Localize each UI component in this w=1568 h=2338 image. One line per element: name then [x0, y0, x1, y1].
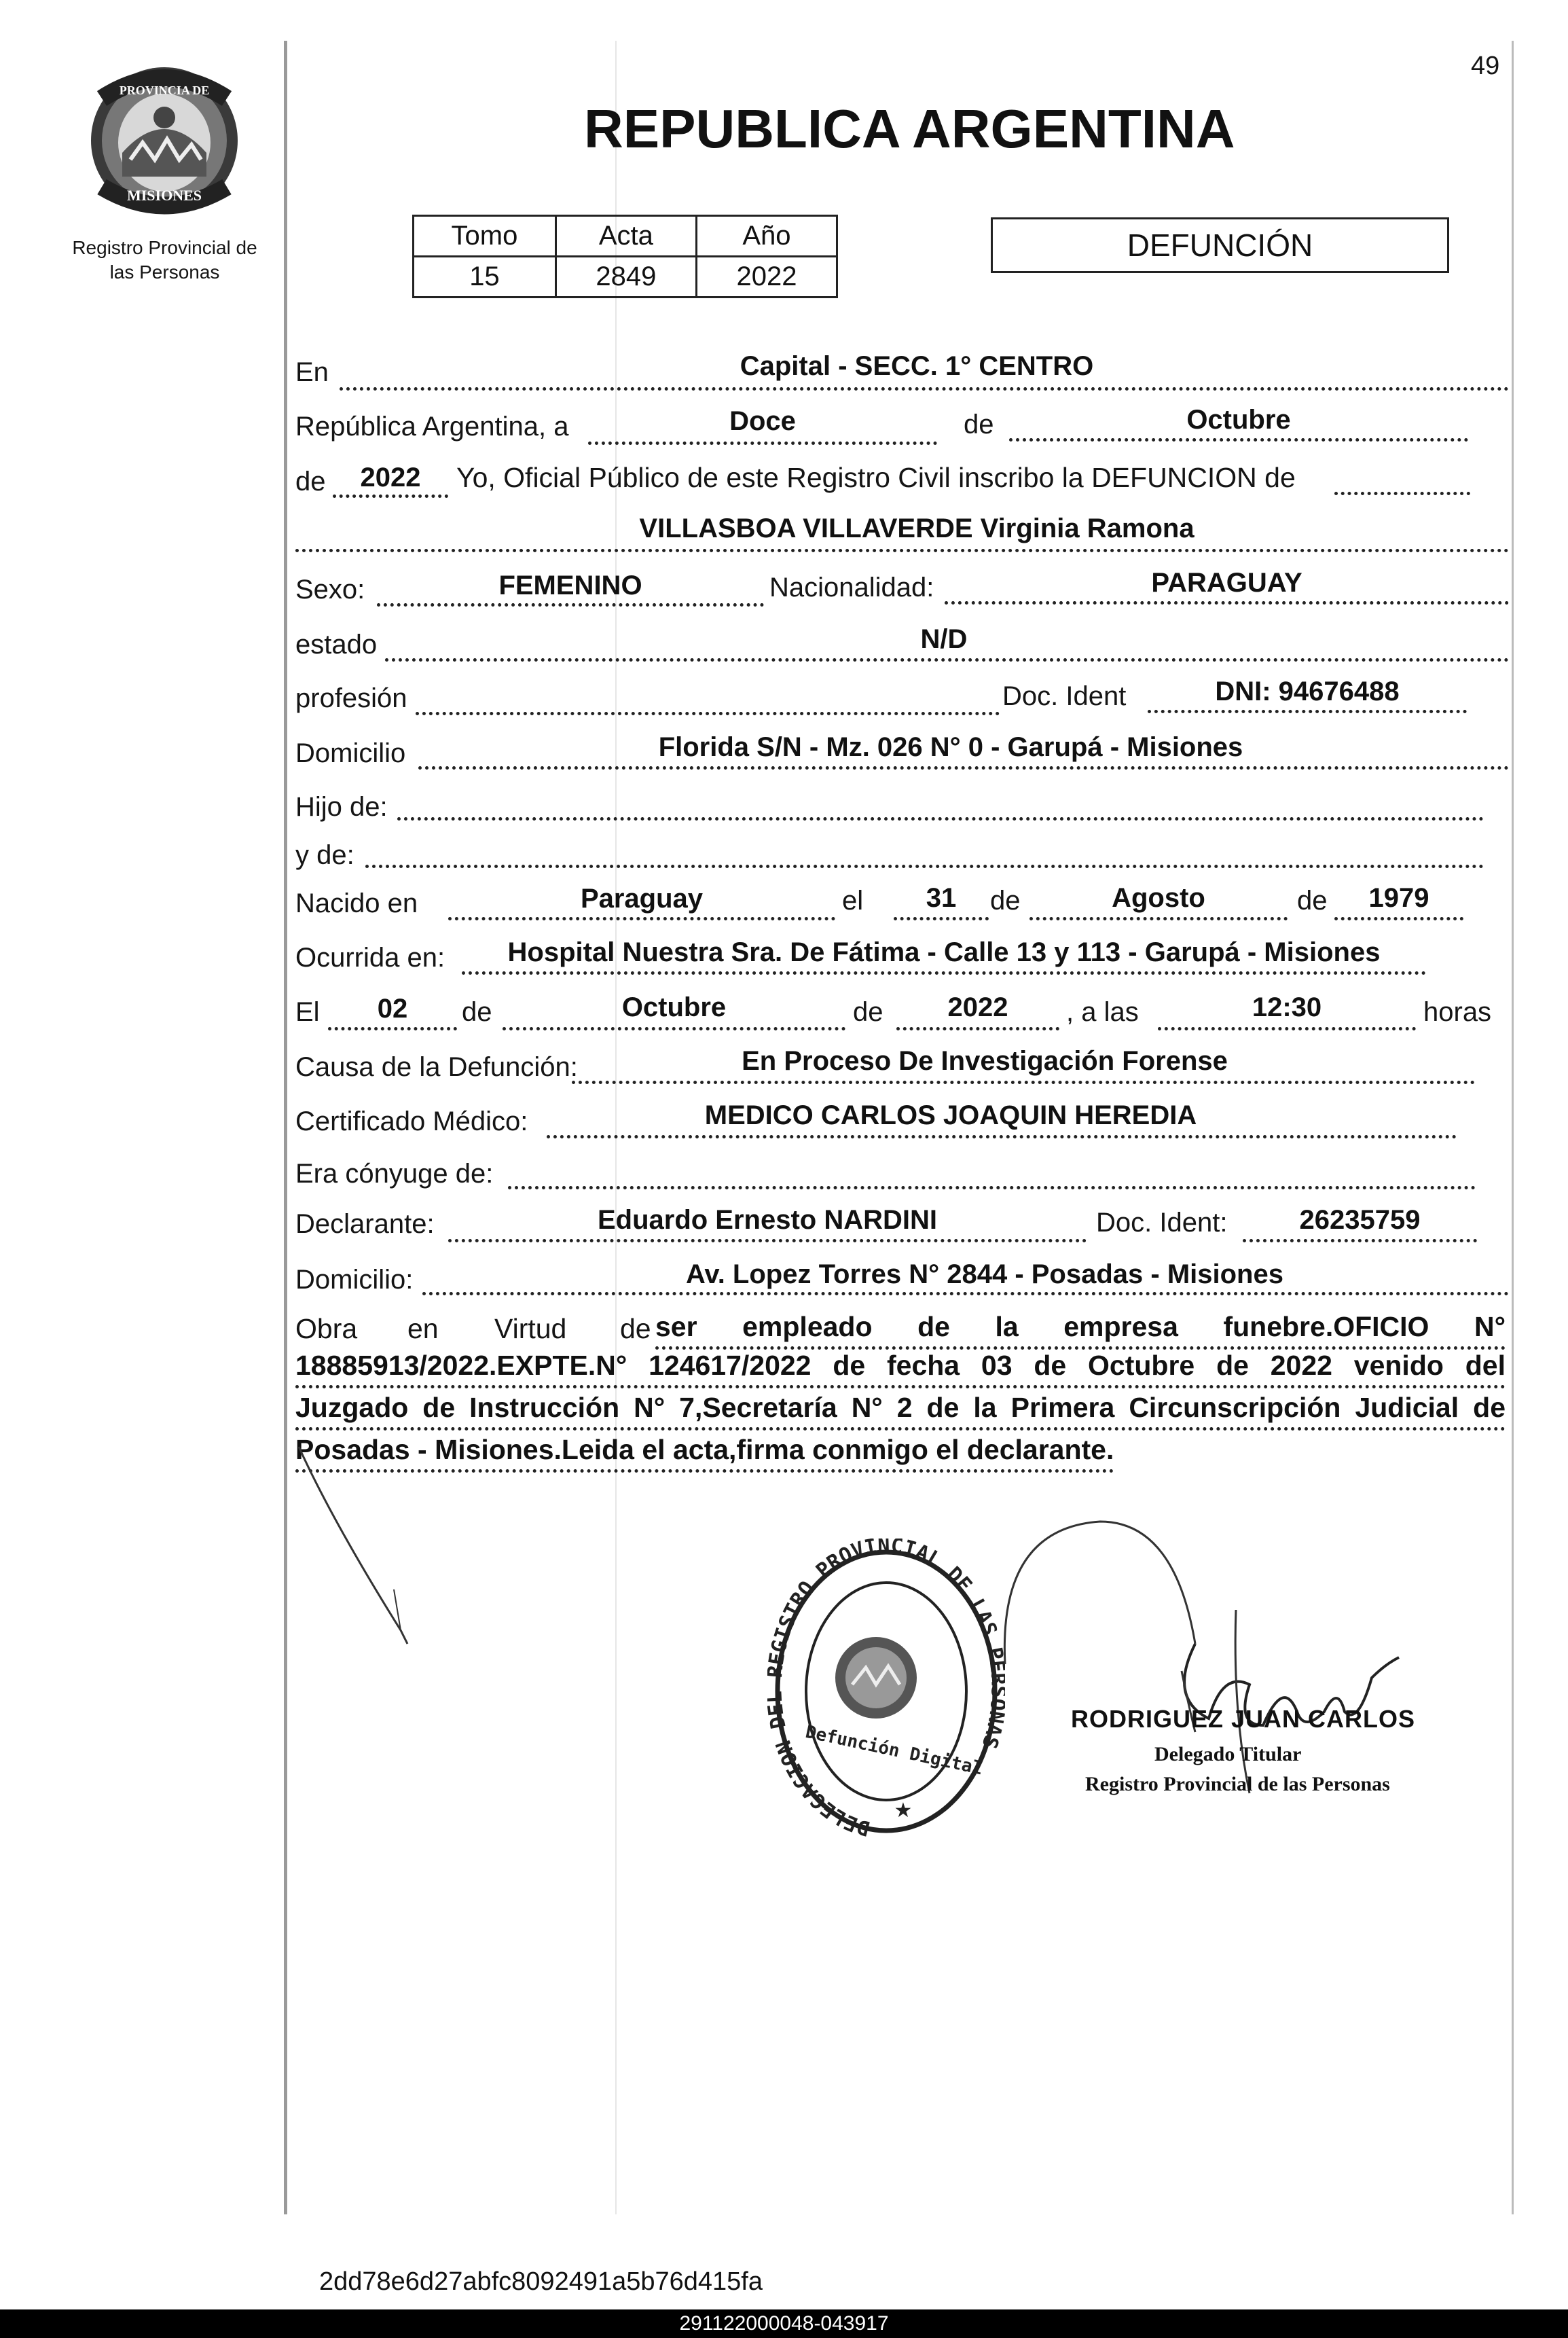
obra-line: 18885913/2022.EXPTE.N° 124617/2022 de fecha 03 de Octubre de 2022 venido del — [295, 1346, 1506, 1388]
profesion-dotline — [416, 712, 1000, 715]
obra-label-en: en — [407, 1313, 439, 1344]
record-type-box — [991, 217, 1449, 273]
de-death-month-label: de — [462, 997, 492, 1027]
domicilio-dotline — [418, 766, 1509, 770]
ocurrida-label: Ocurrida en: — [295, 943, 445, 973]
yde-dotline — [365, 865, 1484, 868]
page-number: 49 — [1471, 52, 1500, 80]
signatory-office: Registro Provincial de las Personas — [1085, 1773, 1390, 1795]
doc-ident-dotline — [1148, 710, 1467, 713]
ocurrida-dotline — [462, 971, 1426, 975]
alas-label: , a las — [1066, 997, 1139, 1027]
obra-label-de: de — [620, 1313, 651, 1344]
official-seal — [767, 1539, 1005, 1851]
certificado-dotline — [547, 1135, 1457, 1138]
obra-paragraph — [655, 1308, 1506, 1350]
obra-paragraph-rest — [295, 1346, 1506, 1473]
record-table-header: Año — [696, 216, 837, 257]
horas-label: horas — [1423, 997, 1492, 1027]
en-label: En — [295, 357, 329, 387]
logo-caption-line2: las Personas — [109, 262, 220, 283]
svg-text:★: ★ — [894, 1799, 913, 1822]
oficial-text: Yo, Oficial Público de este Registro Civil inscribo la DEFUNCION de — [456, 462, 1296, 493]
pen-stroke — [292, 1440, 428, 1657]
certificado-value: MEDICO CARLOS JOAQUIN HEREDIA — [704, 1100, 1197, 1130]
en-dotline — [340, 387, 1509, 391]
record-table-header: Acta — [555, 216, 696, 257]
declarante-doc-label: Doc. Ident: — [1096, 1208, 1228, 1238]
signatory-role: Delegado Titular — [1154, 1743, 1302, 1765]
conyuge-dotline — [508, 1186, 1476, 1189]
declarante-label: Declarante: — [295, 1209, 435, 1239]
left-margin-line — [284, 41, 287, 2214]
decl-domicilio-label: Domicilio: — [295, 1265, 414, 1295]
name-dotline — [295, 549, 1509, 552]
birth-year-dotline — [1334, 917, 1463, 920]
causa-dotline — [572, 1081, 1475, 1084]
obra-line: Juzgado de Instrucción N° 7,Secretaría N° 2 de la Primera Circunscripción Judicial de — [295, 1388, 1506, 1431]
death-month-dotline — [503, 1027, 845, 1030]
de-death-year-label: de — [853, 997, 883, 1027]
year-dotline — [333, 494, 448, 498]
signatory-name: RODRIGUEZ JUAN CARLOS — [1071, 1705, 1416, 1733]
obra-line: ser empleado de la empresa funebre.OFICIO N° — [655, 1308, 1506, 1350]
year-value: 2022 — [360, 463, 421, 492]
day-value: Doce — [729, 406, 796, 436]
de-birth-month-label: de — [990, 886, 1021, 916]
ocurrida-value: Hospital Nuestra Sra. De Fátima - Calle 13 y 113 - Garupá - Misiones — [507, 937, 1381, 967]
right-margin-line — [1512, 41, 1514, 2214]
doc-ident-value: DNI: 94676488 — [1215, 677, 1400, 706]
birth-month-dotline — [1029, 917, 1288, 920]
obra-label-obra: Obra — [295, 1313, 358, 1344]
svg-text:PROVINCIA DE: PROVINCIA DE — [119, 84, 210, 97]
death-year-dotline — [896, 1027, 1059, 1030]
record-table-value-row — [414, 257, 837, 298]
el-label: el — [842, 886, 864, 916]
hijo-dotline — [397, 817, 1484, 821]
estado-label: estado — [295, 630, 378, 660]
declarante-value: Eduardo Ernesto NARDINI — [597, 1205, 938, 1235]
birth-year-value: 1979 — [1368, 883, 1429, 913]
domicilio-label: Domicilio — [295, 738, 406, 768]
profesion-label: profesión — [295, 683, 407, 713]
month-value: Octubre — [1186, 405, 1291, 435]
nacido-value: Paraguay — [580, 884, 704, 914]
svg-text:MISIONES: MISIONES — [126, 187, 202, 204]
logo-caption-line1: Registro Provincial de — [72, 237, 257, 258]
footer-code: 291122000048-043917 — [679, 2312, 889, 2335]
declarante-doc-value: 26235759 — [1299, 1205, 1421, 1235]
conyuge-label: Era cónyuge de: — [295, 1159, 494, 1189]
decl-domicilio-dotline — [422, 1292, 1509, 1295]
estado-dotline — [385, 658, 1509, 662]
record-type-label: DEFUNCIÓN — [1127, 228, 1313, 263]
death-time-value: 12:30 — [1252, 992, 1322, 1022]
svg-text:Defunción Digital: Defunción Digital — [803, 1721, 985, 1780]
nacido-label: Nacido en — [295, 888, 418, 918]
month-dotline — [1009, 438, 1468, 442]
birth-day-value: 31 — [926, 883, 957, 913]
de-birth-year-label: de — [1297, 886, 1328, 916]
sexo-value: FEMENINO — [498, 571, 642, 600]
declarante-dotline — [448, 1239, 1087, 1242]
footer-bar — [0, 2309, 1568, 2338]
causa-value: En Proceso De Investigación Forense — [742, 1046, 1228, 1076]
hijo-label: Hijo de: — [295, 792, 388, 822]
nacionalidad-value: PARAGUAY — [1151, 568, 1302, 598]
record-table-cell: 2022 — [696, 257, 837, 298]
record-table — [412, 215, 838, 298]
nacionalidad-label: Nacionalidad: — [769, 573, 934, 603]
record-table-cell: 2849 — [555, 257, 696, 298]
obra-label-virtud: Virtud — [494, 1313, 567, 1344]
sexo-dotline — [377, 603, 764, 607]
republica-label: República Argentina, a — [295, 412, 569, 442]
obra-line: Posadas - Misiones.Leida el acta,firma conmigo el declarante. — [295, 1431, 1114, 1473]
estado-value: N/D — [920, 624, 968, 654]
document-title: REPUBLICA ARGENTINA — [584, 98, 1235, 159]
death-day-value: 02 — [377, 994, 408, 1024]
place-value: Capital - SECC. 1° CENTRO — [740, 351, 1094, 381]
deceased-name: VILLASBOA VILLAVERDE Virginia Ramona — [639, 514, 1195, 543]
certificado-label: Certificado Médico: — [295, 1107, 528, 1136]
nacido-dotline — [448, 917, 835, 920]
de-year-label: de — [295, 467, 326, 497]
causa-label: Causa de la Defunción: — [295, 1052, 578, 1082]
declarante-doc-dotline — [1243, 1239, 1477, 1242]
handwritten-signature — [991, 1508, 1440, 1861]
province-emblem — [88, 65, 241, 217]
record-table-cell: 15 — [414, 257, 556, 298]
domicilio-value: Florida S/N - Mz. 026 N° 0 - Garupá - Misiones — [658, 732, 1243, 762]
death-month-value: Octubre — [621, 992, 727, 1022]
sexo-label: Sexo: — [295, 575, 365, 605]
record-table-header-row — [414, 216, 837, 257]
birth-month-value: Agosto — [1112, 883, 1205, 913]
day-dotline — [588, 442, 937, 445]
death-time-dotline — [1158, 1027, 1416, 1030]
nacionalidad-dotline — [945, 601, 1509, 605]
oficial-dotline — [1334, 492, 1470, 495]
document-hash: 2dd78e6d27abfc8092491a5b76d415fa — [319, 2267, 763, 2296]
death-year-value: 2022 — [947, 992, 1008, 1022]
yde-label: y de: — [295, 840, 354, 870]
doc-ident-label: Doc. Ident — [1002, 681, 1127, 711]
svg-text:DELEGACION DEL REGISTRO PROVIN: DELEGACION D GISTRO PROVINCIAL DE LAS AS — [767, 1539, 1005, 1841]
death-day-dotline — [328, 1027, 457, 1030]
decl-domicilio-value: Av. Lopez Torres N° 2844 - Posadas - Misiones — [686, 1259, 1283, 1289]
birth-day-dotline — [894, 917, 989, 920]
record-table-header: Tomo — [414, 216, 556, 257]
de-label: de — [964, 410, 994, 439]
el-cap-label: El — [295, 997, 320, 1027]
